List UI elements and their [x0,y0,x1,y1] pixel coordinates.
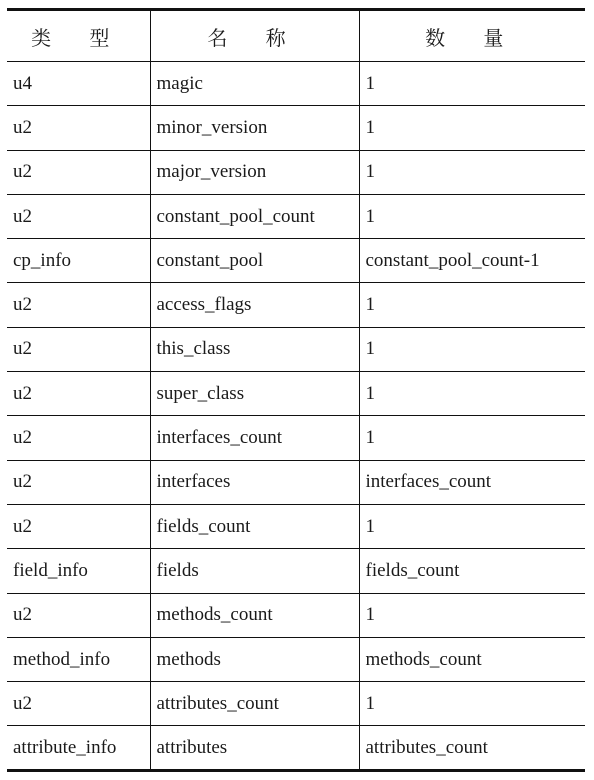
cell-name: attributes [150,726,359,770]
cell-count: constant_pool_count-1 [359,239,585,283]
cell-name: access_flags [150,283,359,327]
cell-type: attribute_info [7,726,150,770]
cell-type: u2 [7,416,150,460]
table-row [7,460,585,504]
cell-name: methods [150,637,359,681]
class-file-structure-table [7,8,585,772]
cell-type: u2 [7,150,150,194]
cell-type: u4 [7,62,150,106]
cell-type: u2 [7,460,150,504]
cell-count: 1 [359,283,585,327]
cell-type: u2 [7,283,150,327]
table-row [7,106,585,150]
table-row [7,150,585,194]
cell-count: 1 [359,372,585,416]
cell-count: interfaces_count [359,460,585,504]
cell-name: minor_version [150,106,359,150]
table-row [7,416,585,460]
table-row [7,239,585,283]
cell-name: constant_pool [150,239,359,283]
cell-count: 1 [359,194,585,238]
cell-name: fields_count [150,504,359,548]
table-row [7,372,585,416]
cell-count: 1 [359,416,585,460]
table-row [7,637,585,681]
cell-name: super_class [150,372,359,416]
cell-type: u2 [7,682,150,726]
cell-count: 1 [359,504,585,548]
cell-name: attributes_count [150,682,359,726]
class-file-structure-table-container [7,8,585,772]
table-row [7,504,585,548]
cell-count: fields_count [359,549,585,593]
table-row [7,682,585,726]
cell-count: 1 [359,327,585,371]
header-row [7,10,585,62]
cell-count: 1 [359,150,585,194]
cell-name: interfaces [150,460,359,504]
cell-count: 1 [359,593,585,637]
cell-type: method_info [7,637,150,681]
table-body [7,62,585,771]
cell-type: u2 [7,593,150,637]
cell-name: constant_pool_count [150,194,359,238]
header-type: 类 型 [7,10,150,62]
cell-count: 1 [359,682,585,726]
table-row [7,549,585,593]
cell-count: methods_count [359,637,585,681]
table-row [7,593,585,637]
cell-type: field_info [7,549,150,593]
cell-name: this_class [150,327,359,371]
table-row [7,283,585,327]
table-row [7,62,585,106]
cell-type: u2 [7,106,150,150]
cell-count: 1 [359,62,585,106]
cell-count: 1 [359,106,585,150]
cell-type: u2 [7,327,150,371]
cell-type: cp_info [7,239,150,283]
table-header [7,10,585,62]
cell-name: fields [150,549,359,593]
cell-name: interfaces_count [150,416,359,460]
table-row [7,194,585,238]
table-row [7,327,585,371]
cell-type: u2 [7,194,150,238]
cell-name: major_version [150,150,359,194]
cell-name: methods_count [150,593,359,637]
cell-type: u2 [7,372,150,416]
header-name: 名 称 [150,10,359,62]
cell-name: magic [150,62,359,106]
cell-type: u2 [7,504,150,548]
header-count: 数 量 [359,10,585,62]
cell-count: attributes_count [359,726,585,770]
table-row [7,726,585,770]
